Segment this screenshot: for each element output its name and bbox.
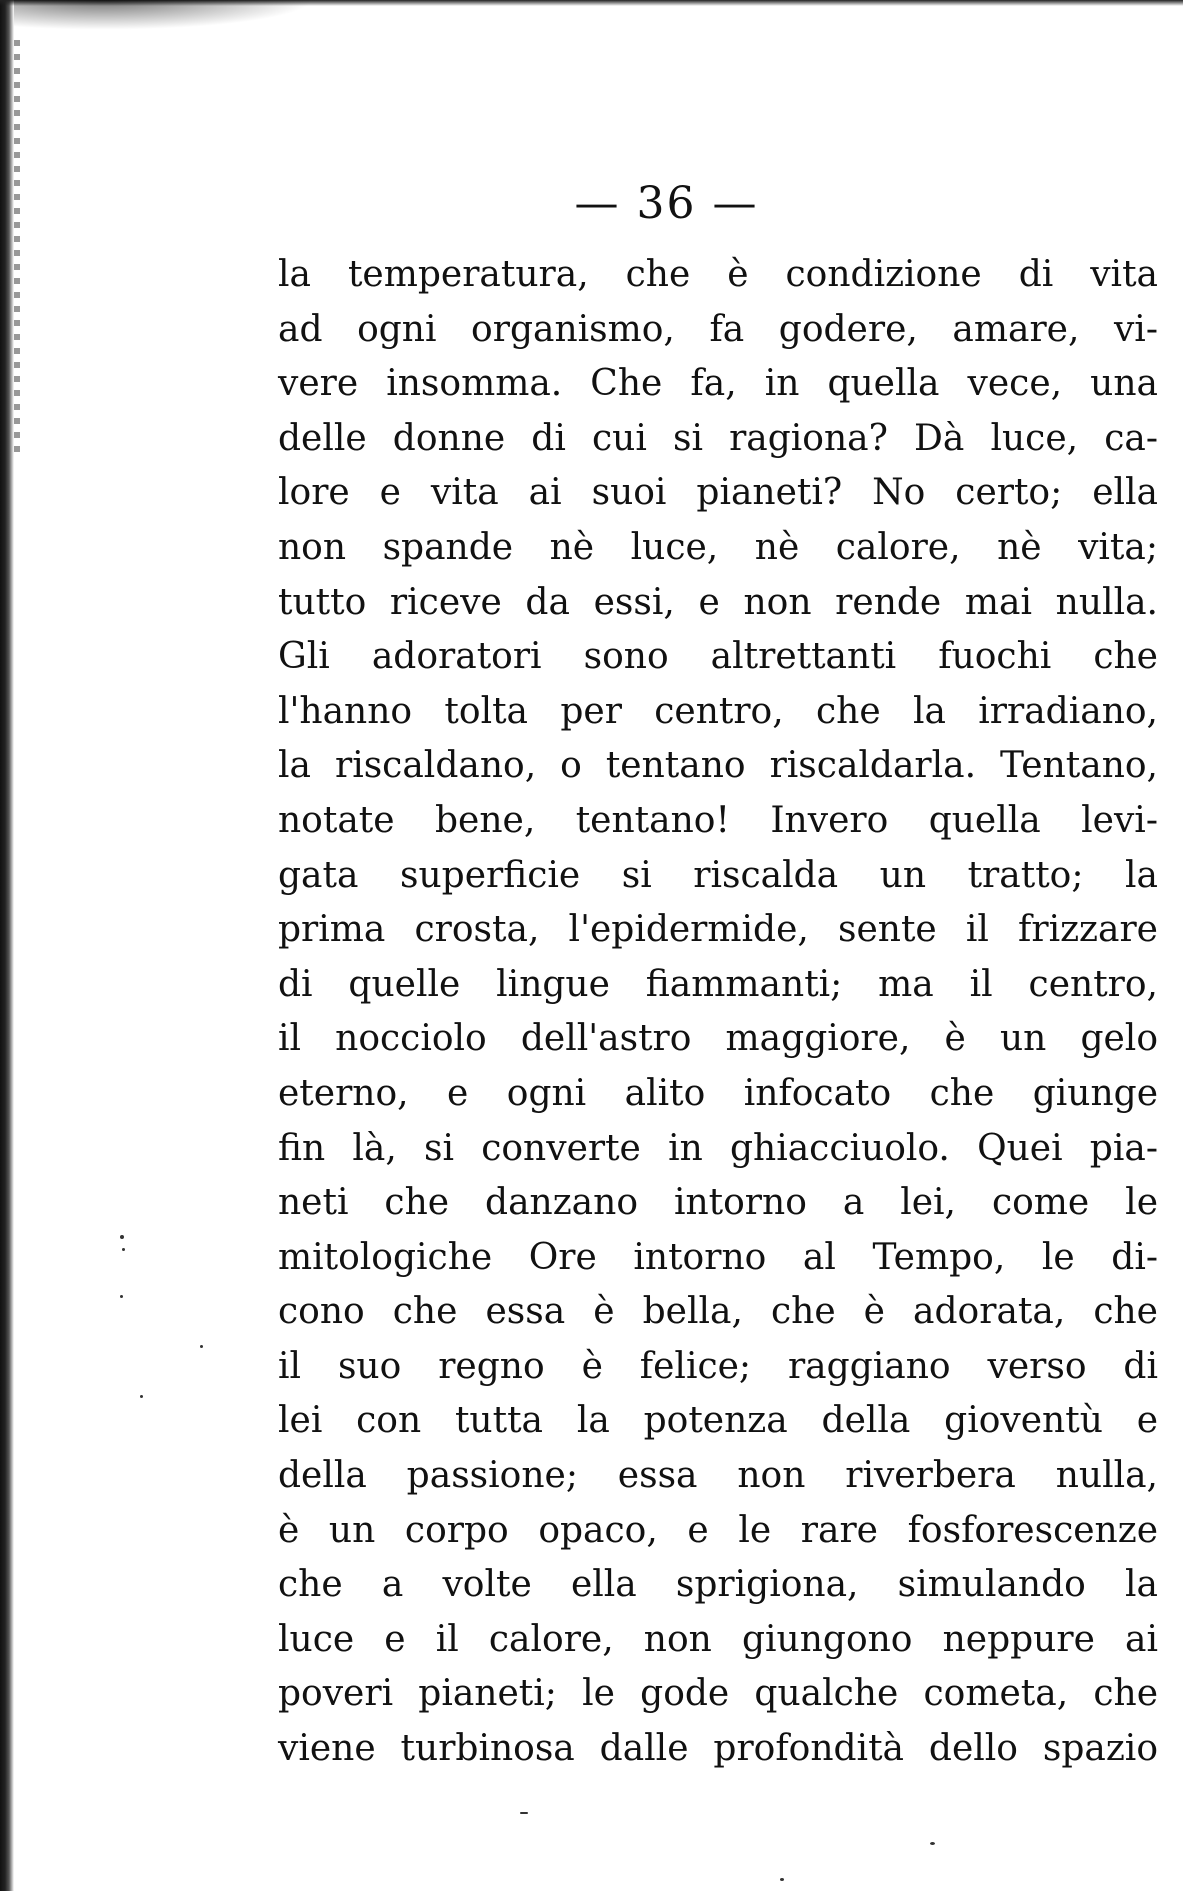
page-number: — 36 — <box>574 178 759 229</box>
text-line: tutto riceve da essi, e non rende mai nulla. <box>278 581 1158 623</box>
text-line: della passione; essa non riverbera nulla, <box>278 1455 1158 1497</box>
text-line: di quelle lingue fiammanti; ma il centro, <box>278 963 1158 1005</box>
noise-speck <box>520 1812 528 1814</box>
noise-speck <box>120 1235 124 1239</box>
text-line: il nocciolo dell'astro maggiore, è un gelo <box>278 1018 1158 1060</box>
noise-speck <box>200 1345 203 1348</box>
text-line: lore e vita ai suoi pianeti? No certo; ella <box>278 472 1158 514</box>
text-line: eterno, e ogni alito infocato che giunge <box>278 1072 1158 1114</box>
text-line: luce e il calore, non giungono neppure ai <box>278 1618 1158 1660</box>
text-line: che a volte ella sprigiona, simulando la <box>278 1564 1158 1606</box>
text-line: gata superficie si riscalda un tratto; la <box>278 854 1158 896</box>
text-line: la temperatura, che è condizione di vita <box>278 254 1158 295</box>
text-line: prima crosta, l'epidermide, sente il frizzare <box>278 909 1158 951</box>
text-line: vere insomma. Che fa, in quella vece, una <box>278 363 1158 405</box>
noise-speck <box>780 1878 784 1881</box>
body-text <box>278 248 1158 1777</box>
noise-speck <box>122 1248 125 1251</box>
text-line: il suo regno è felice; raggiano verso di <box>278 1345 1158 1387</box>
text-line: l'hanno tolta per centro, che la irradiano, <box>278 690 1158 732</box>
top-smudge <box>14 0 314 30</box>
text-line: è un corpo opaco, e le rare fosforescenze <box>278 1509 1158 1551</box>
text-line: non spande nè luce, nè calore, nè vita; <box>278 526 1158 568</box>
scan-streak <box>14 40 20 460</box>
text-line: la riscaldano, o tentano riscaldarla. Tentano, <box>278 745 1158 787</box>
text-line: poveri pianeti; le gode qualche cometa, che <box>278 1673 1158 1715</box>
text-line: Gli adoratori sono altrettanti fuochi che <box>278 636 1158 678</box>
text-line: fin là, si converte in ghiacciuolo. Quei pia- <box>278 1127 1158 1169</box>
noise-speck <box>930 1842 935 1845</box>
text-line: mitologiche Ore intorno al Tempo, le di- <box>278 1236 1158 1278</box>
noise-speck <box>140 1395 143 1398</box>
text-line: viene turbinosa dalle profondità dello spazio <box>278 1728 1158 1770</box>
text-line: notate bene, tentano! Invero quella levi- <box>278 799 1158 841</box>
text-line: delle donne di cui si ragiona? Dà luce, ca- <box>278 417 1158 459</box>
text-line: lei con tutta la potenza della gioventù e <box>278 1400 1158 1442</box>
binding-gutter-shadow <box>0 0 14 1891</box>
text-line: ad ogni organismo, fa godere, amare, vi- <box>278 308 1158 350</box>
text-line: cono che essa è bella, che è adorata, che <box>278 1291 1158 1333</box>
noise-speck <box>120 1295 123 1298</box>
text-line: neti che danzano intorno a lei, come le <box>278 1182 1158 1224</box>
